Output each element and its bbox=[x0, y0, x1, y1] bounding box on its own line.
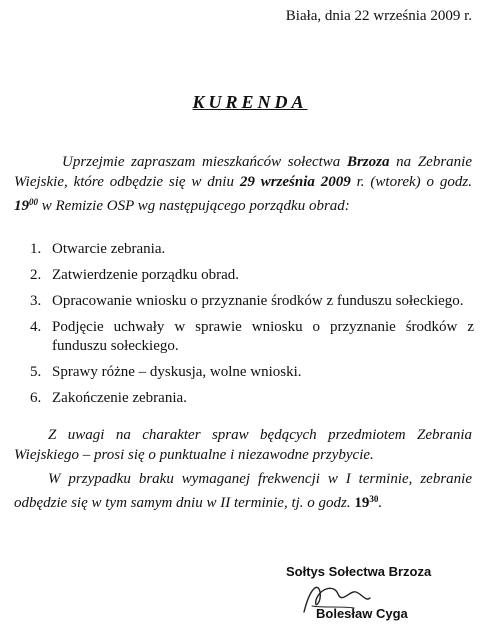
closing-period: . bbox=[378, 495, 383, 511]
intro-text-3: r. (wtorek) o godz. bbox=[350, 174, 472, 190]
signatory-name: Bolesław Cyga bbox=[316, 606, 408, 621]
intro-text-1: Uprzejmie zapraszam mieszkańców sołectwa bbox=[62, 154, 347, 170]
intro-text-4: w Remizie OSP wg następującego porządku obrad: bbox=[38, 198, 350, 214]
second-term-minutes: 30 bbox=[369, 494, 379, 504]
document-date: Biała, dnia 22 września 2009 r. bbox=[285, 8, 472, 24]
agenda-item-text: Sprawy różne – dyskusja, wolne wnioski. bbox=[52, 364, 302, 380]
agenda-item-number: 6. bbox=[30, 390, 42, 406]
second-term-hour-value: 19 bbox=[354, 495, 370, 511]
agenda-item-text: Zatwierdzenie porządku obrad. bbox=[52, 267, 239, 283]
agenda-item bbox=[30, 240, 474, 259]
agenda-item bbox=[30, 318, 474, 356]
agenda-item-text: Otwarcie zebrania. bbox=[52, 241, 166, 257]
closing-paragraph-2 bbox=[14, 469, 472, 513]
village-name: Brzoza bbox=[346, 154, 390, 170]
agenda-item-number: 4. bbox=[30, 319, 42, 335]
meeting-hour-value: 19 bbox=[14, 198, 29, 214]
agenda-item-number: 1. bbox=[30, 241, 42, 257]
agenda-item-number: 5. bbox=[30, 364, 42, 380]
meeting-minutes: 00 bbox=[29, 197, 38, 207]
closing-text: W przypadku braku wymaganej frekwencji w I terminie, zebranie odbędzie się w tym samym dniu w II terminie, tj. o godz. bbox=[14, 471, 472, 511]
agenda-item bbox=[30, 389, 474, 408]
closing-paragraph-1: Z uwagi na charakter spraw będących przedmiotem Zebrania Wiejskiego – prosi się o punktualne i niezawodne przybycie. bbox=[14, 427, 472, 463]
agenda-item bbox=[30, 292, 474, 311]
intro-paragraph bbox=[14, 152, 472, 216]
intro-text-2: na Zebranie Wiejskie, które odbędzie się w dniu bbox=[14, 154, 472, 190]
closing-section bbox=[14, 425, 472, 517]
agenda-list bbox=[30, 240, 474, 415]
agenda-item-text: Podjęcie uchwały w sprawie wniosku o przyznanie środków z funduszu sołeckiego. bbox=[52, 319, 474, 354]
agenda-item-number: 2. bbox=[30, 267, 42, 283]
signature-title: Sołtys Sołectwa Brzoza bbox=[286, 564, 432, 579]
meeting-date: 29 września 2009 bbox=[239, 174, 351, 190]
second-term-hour bbox=[354, 495, 378, 511]
agenda-item bbox=[30, 266, 474, 285]
agenda-item-text: Zakończenie zebrania. bbox=[52, 390, 187, 406]
agenda-item-text: Opracowanie wniosku o przyznanie środków z funduszu sołeckiego. bbox=[52, 293, 464, 309]
document-title: KURENDA bbox=[192, 92, 308, 112]
agenda-item-number: 3. bbox=[30, 293, 42, 309]
agenda-item bbox=[30, 363, 474, 382]
meeting-hour bbox=[14, 198, 38, 214]
